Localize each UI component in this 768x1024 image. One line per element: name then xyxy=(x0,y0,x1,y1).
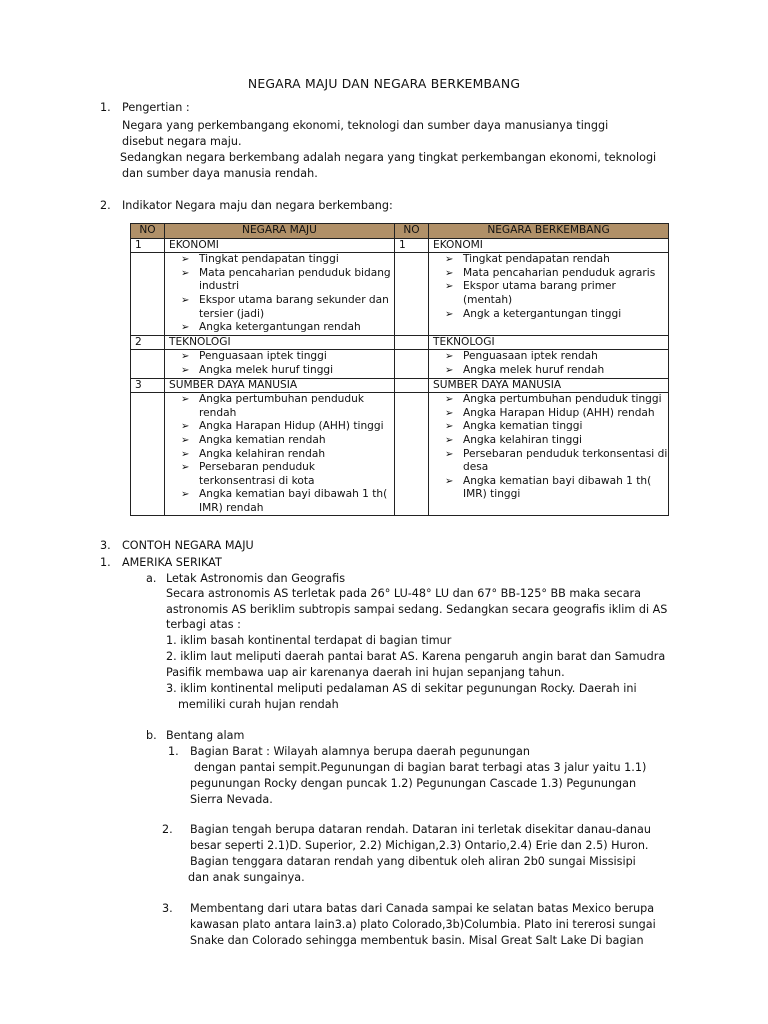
paragraph-line: 3. iklim kontinental meliputi pedalaman AS di sekitar pegunungan Rocky. Daerah ini xyxy=(166,682,637,695)
paragraph-line: Bagian tenggara dataran rendah yang dibentuk oleh aliran 2b0 sungai Missisipi xyxy=(190,855,636,868)
header-no-left: NO xyxy=(131,224,165,239)
paragraph-line: 2. iklim laut meliputi daerah pantai barat AS. Karena pengaruh angin barat dan Samudra xyxy=(166,650,666,663)
subsection-b-heading: Bentang alam xyxy=(166,729,245,742)
cell-indicator-list xyxy=(429,393,669,516)
country-number: 1. xyxy=(100,556,111,569)
cell-no: 3 xyxy=(131,378,165,393)
country-heading: AMERIKA SERIKAT xyxy=(122,556,222,569)
list-item: ➢ Angka kelahiran tinggi xyxy=(445,434,668,448)
item-number: 2. xyxy=(162,823,173,836)
section-1-line: Negara yang perkembangang ekonomi, teknologi dan sumber daya manusianya tinggi xyxy=(122,119,609,132)
list-item: ➢ Angka pertumbuhan penduduk rendah xyxy=(181,393,394,420)
section-3-number: 3. xyxy=(100,539,111,552)
list-item: ➢ Mata pencaharian penduduk bidang industri xyxy=(181,267,394,294)
page-title: NEGARA MAJU DAN NEGARA BERKEMBANG xyxy=(247,76,521,91)
table-row-category xyxy=(131,238,669,253)
section-1-line: disebut negara maju. xyxy=(122,135,242,148)
table-row-category xyxy=(131,378,669,393)
paragraph-line: pegunungan Rocky dengan puncak 1.2) Pegunungan Cascade 1.3) Pegunungan xyxy=(190,777,637,790)
list-item: ➢ Tingkat pendapatan rendah xyxy=(445,253,668,267)
section-2-heading: Indikator Negara maju dan negara berkembang: xyxy=(122,199,393,212)
list-item: ➢ Angka ketergantungan rendah xyxy=(181,321,394,335)
list-item: ➢ Ekspor utama barang primer (mentah) xyxy=(445,280,668,307)
list-item: ➢ Angka pertumbuhan penduduk tinggi xyxy=(445,393,668,407)
cell-indicator-list xyxy=(429,350,669,378)
paragraph-line: Pasifik membawa uap air karenanya daerah ini hujan sepanjang tahun. xyxy=(166,666,565,679)
cell-no xyxy=(395,335,429,350)
paragraph-line: besar seperti 2.1)D. Superior, 2.2) Michigan,2.3) Ontario,2.4) Erie dan 2.5) Huron. xyxy=(190,839,649,852)
cell-no xyxy=(395,378,429,393)
list-item: ➢ Penguasaan iptek rendah xyxy=(445,350,668,364)
cell-no: 1 xyxy=(395,238,429,253)
paragraph-line: dan anak sungainya. xyxy=(188,871,305,884)
subsection-a-heading: Letak Astronomis dan Geografis xyxy=(166,572,346,585)
item-number: 3. xyxy=(162,902,173,915)
paragraph-line: kawasan plato antara lain3.a) plato Colorado,3b)Columbia. Plato ini tererosi sungai xyxy=(190,918,656,931)
subsection-b-label: b. xyxy=(146,729,157,742)
item-number: 1. xyxy=(168,745,179,758)
cell-indicator-list xyxy=(165,393,395,516)
section-1-heading: Pengertian : xyxy=(122,101,190,114)
cell-category: SUMBER DAYA MANUSIA xyxy=(165,378,395,393)
cell-category: TEKNOLOGI xyxy=(429,335,669,350)
list-item: ➢ Angka kematian tinggi xyxy=(445,420,668,434)
list-item: ➢ Angka kematian bayi dibawah 1 th( IMR) rendah xyxy=(181,488,394,515)
section-1-line: Sedangkan negara berkembang adalah negara yang tingkat perkembangan ekonomi, teknologi xyxy=(120,151,657,164)
cell-category: EKONOMI xyxy=(429,238,669,253)
paragraph-line: Sierra Nevada. xyxy=(190,793,273,806)
list-item: ➢ Angka kematian bayi dibawah 1 th( IMR) tinggi xyxy=(445,475,668,502)
list-item: ➢ Angka Harapan Hidup (AHH) rendah xyxy=(445,407,668,421)
section-2-number: 2. xyxy=(100,199,111,212)
cell-no: 1 xyxy=(131,238,165,253)
cell-category: EKONOMI xyxy=(165,238,395,253)
list-item: ➢ Angka kelahiran rendah xyxy=(181,448,394,462)
list-item: ➢ Persebaran penduduk terkonsentasi di desa xyxy=(445,448,668,475)
indicator-table xyxy=(130,223,669,516)
paragraph-line: terbagi atas : xyxy=(166,618,241,631)
paragraph-line: 1. iklim basah kontinental terdapat di bagian timur xyxy=(166,634,452,647)
paragraph-line: Bagian tengah berupa dataran rendah. Dataran ini terletak disekitar danau-danau xyxy=(190,823,651,836)
list-item: ➢ Angka kematian rendah xyxy=(181,434,394,448)
section-1-number: 1. xyxy=(100,101,111,114)
paragraph-line: Snake dan Colorado sehingga membentuk basin. Misal Great Salt Lake Di bagian xyxy=(190,934,644,947)
header-negara-maju: NEGARA MAJU xyxy=(165,224,395,239)
table-row-indicators xyxy=(131,253,669,336)
section-1-line: dan sumber daya manusia rendah. xyxy=(122,167,318,180)
list-item: ➢ Ekspor utama barang sekunder dan tersier (jadi) xyxy=(181,294,394,321)
list-item: ➢ Persebaran penduduk terkonsentrasi di kota xyxy=(181,461,394,488)
cell-category: SUMBER DAYA MANUSIA xyxy=(429,378,669,393)
cell-indicator-list xyxy=(165,350,395,378)
table-row-indicators xyxy=(131,393,669,516)
header-no-right: NO xyxy=(395,224,429,239)
list-item: ➢ Penguasaan iptek tinggi xyxy=(181,350,394,364)
list-item: ➢ Angka melek huruf rendah xyxy=(445,364,668,378)
list-item: ➢ Mata pencaharian penduduk agraris xyxy=(445,267,668,281)
paragraph-line: dengan pantai sempit.Pegunungan di bagian barat terbagi atas 3 jalur yaitu 1.1) xyxy=(194,761,647,774)
list-item: ➢ Angka Harapan Hidup (AHH) tinggi xyxy=(181,420,394,434)
paragraph-line: memiliki curah hujan rendah xyxy=(178,698,339,711)
subsection-a-label: a. xyxy=(146,572,157,585)
cell-no: 2 xyxy=(131,335,165,350)
cell-category: TEKNOLOGI xyxy=(165,335,395,350)
cell-indicator-list xyxy=(429,253,669,336)
section-3-heading: CONTOH NEGARA MAJU xyxy=(122,539,254,552)
table-header-row xyxy=(131,224,669,239)
cell-indicator-list xyxy=(165,253,395,336)
paragraph-line: Secara astronomis AS terletak pada 26° LU-48° LU dan 67° BB-125° BB maka secara xyxy=(166,587,642,600)
list-item: ➢ Angka melek huruf tinggi xyxy=(181,364,394,378)
header-negara-berkembang: NEGARA BERKEMBANG xyxy=(429,224,669,239)
list-item: ➢ Angk a ketergantungan tinggi xyxy=(445,308,668,322)
paragraph-line: Membentang dari utara batas dari Canada sampai ke selatan batas Mexico berupa xyxy=(190,902,655,915)
table-row-indicators xyxy=(131,350,669,378)
paragraph-line: Bagian Barat : Wilayah alamnya berupa daerah pegunungan xyxy=(190,745,530,758)
list-item: ➢ Tingkat pendapatan tinggi xyxy=(181,253,394,267)
paragraph-line: astronomis AS beriklim subtropis sampai sedang. Sedangkan secara geografis iklim di AS xyxy=(166,603,668,616)
table-row-category xyxy=(131,335,669,350)
